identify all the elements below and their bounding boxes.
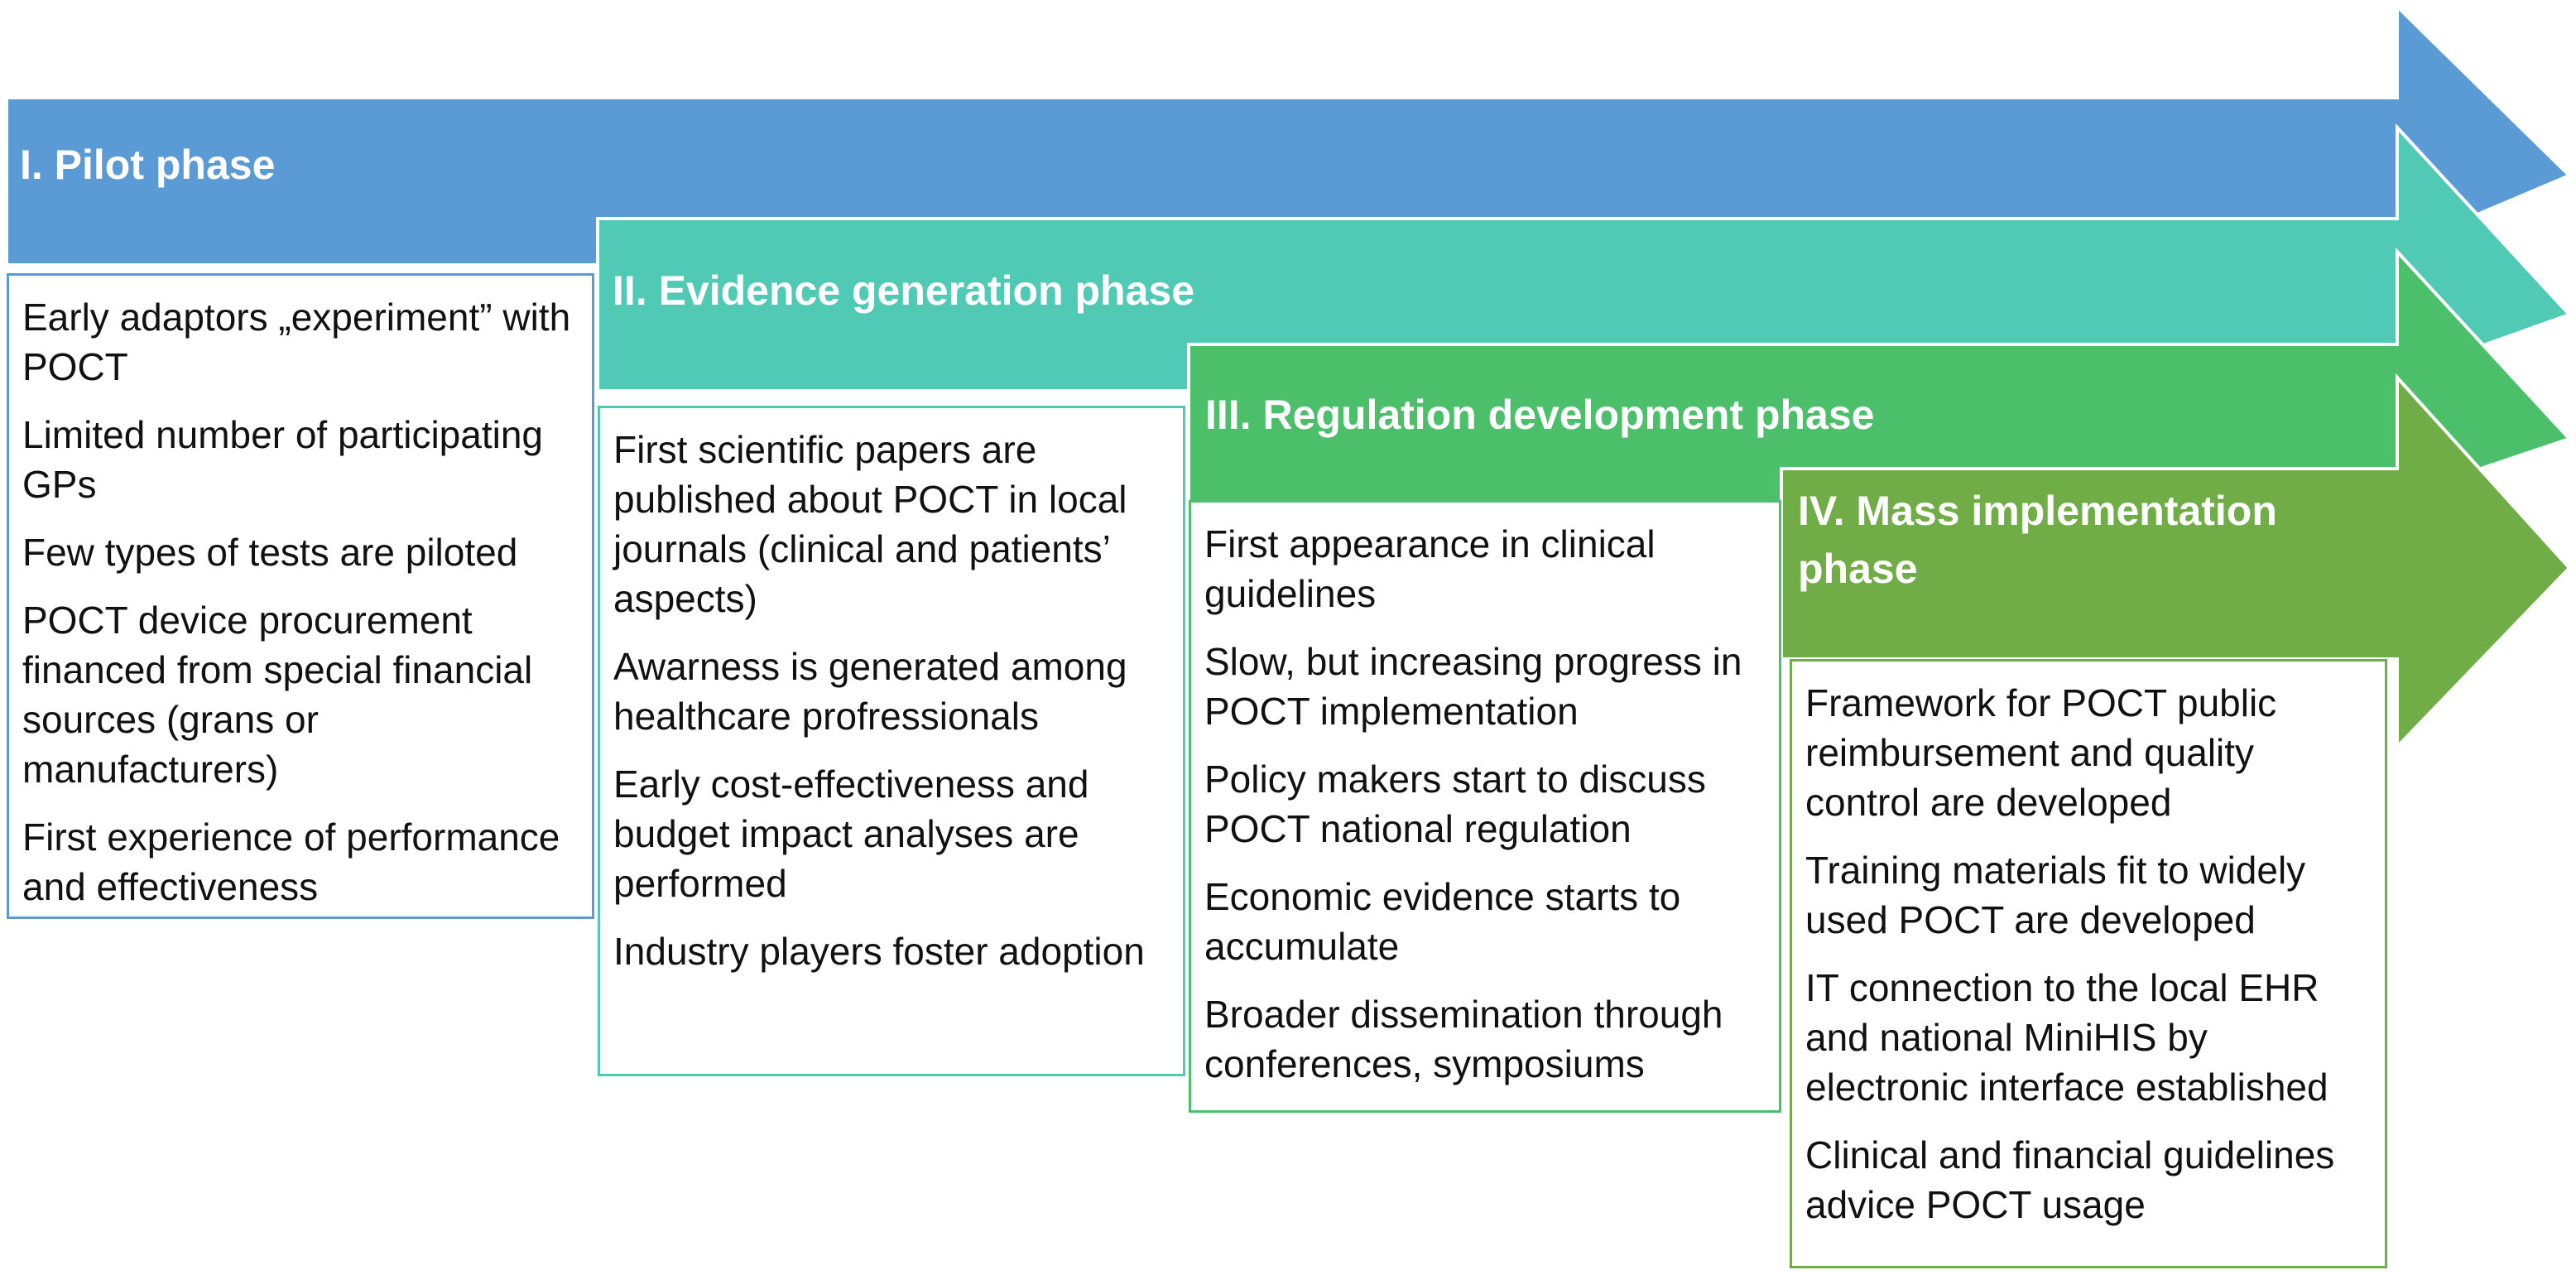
- phase-1-box: [7, 273, 594, 919]
- phase-2-item: Industry players foster adoption: [613, 930, 1145, 973]
- phase-1-item: Few types of tests are piloted: [22, 531, 518, 574]
- phase-1-item: Limited number of participating GPs: [22, 413, 543, 506]
- phase-4-box: [1790, 659, 2387, 1268]
- phase-4-item: Clinical and financial guidelines advice POCT usage: [1805, 1133, 2335, 1226]
- phase-3-item: Broader dissemination through conferences, symposiums: [1204, 993, 1723, 1085]
- phase-4-item: Training materials fit to widely used POCT are developed: [1805, 849, 2306, 941]
- phase-2-item: Early cost-effectiveness and budget impact analyses are performed: [613, 763, 1089, 905]
- phase-4-item: Framework for POCT public reimbursement and quality control are developed: [1805, 681, 2277, 824]
- phase-2-title: II. Evidence generation phase: [613, 267, 1195, 314]
- phase-4-title: IV. Mass implementation phase: [1798, 488, 2277, 592]
- phase-3-box: [1189, 500, 1781, 1113]
- phase-3-item: Slow, but increasing progress in POCT implementation: [1204, 640, 1742, 733]
- phase-3-item: First appearance in clinical guidelines: [1204, 522, 1656, 615]
- phase-1-item: POCT device procurement financed from special financial sources (grans or manufacturers): [22, 599, 533, 791]
- phase-3-item: Policy makers start to discuss POCT national regulation: [1204, 758, 1706, 850]
- phase-1-item: Early adaptors „experiment” with POCT: [22, 296, 571, 388]
- phase-2-item: First scientific papers are published about POCT in local journals (clinical and patients’ aspects): [613, 428, 1127, 620]
- phase-2-item: Awarness is generated among healthcare profressionals: [613, 645, 1127, 738]
- phase-3-item: Economic evidence starts to accumulate: [1204, 875, 1681, 968]
- phase-1-item: First experience of performance and effectiveness: [22, 816, 560, 908]
- phase-3-title: III. Regulation development phase: [1205, 392, 1875, 438]
- phase-2-box: [598, 406, 1185, 1076]
- phase-1-title: I. Pilot phase: [20, 142, 276, 188]
- phase-4-item: IT connection to the local EHR and national MiniHIS by electronic interface established: [1805, 966, 2328, 1109]
